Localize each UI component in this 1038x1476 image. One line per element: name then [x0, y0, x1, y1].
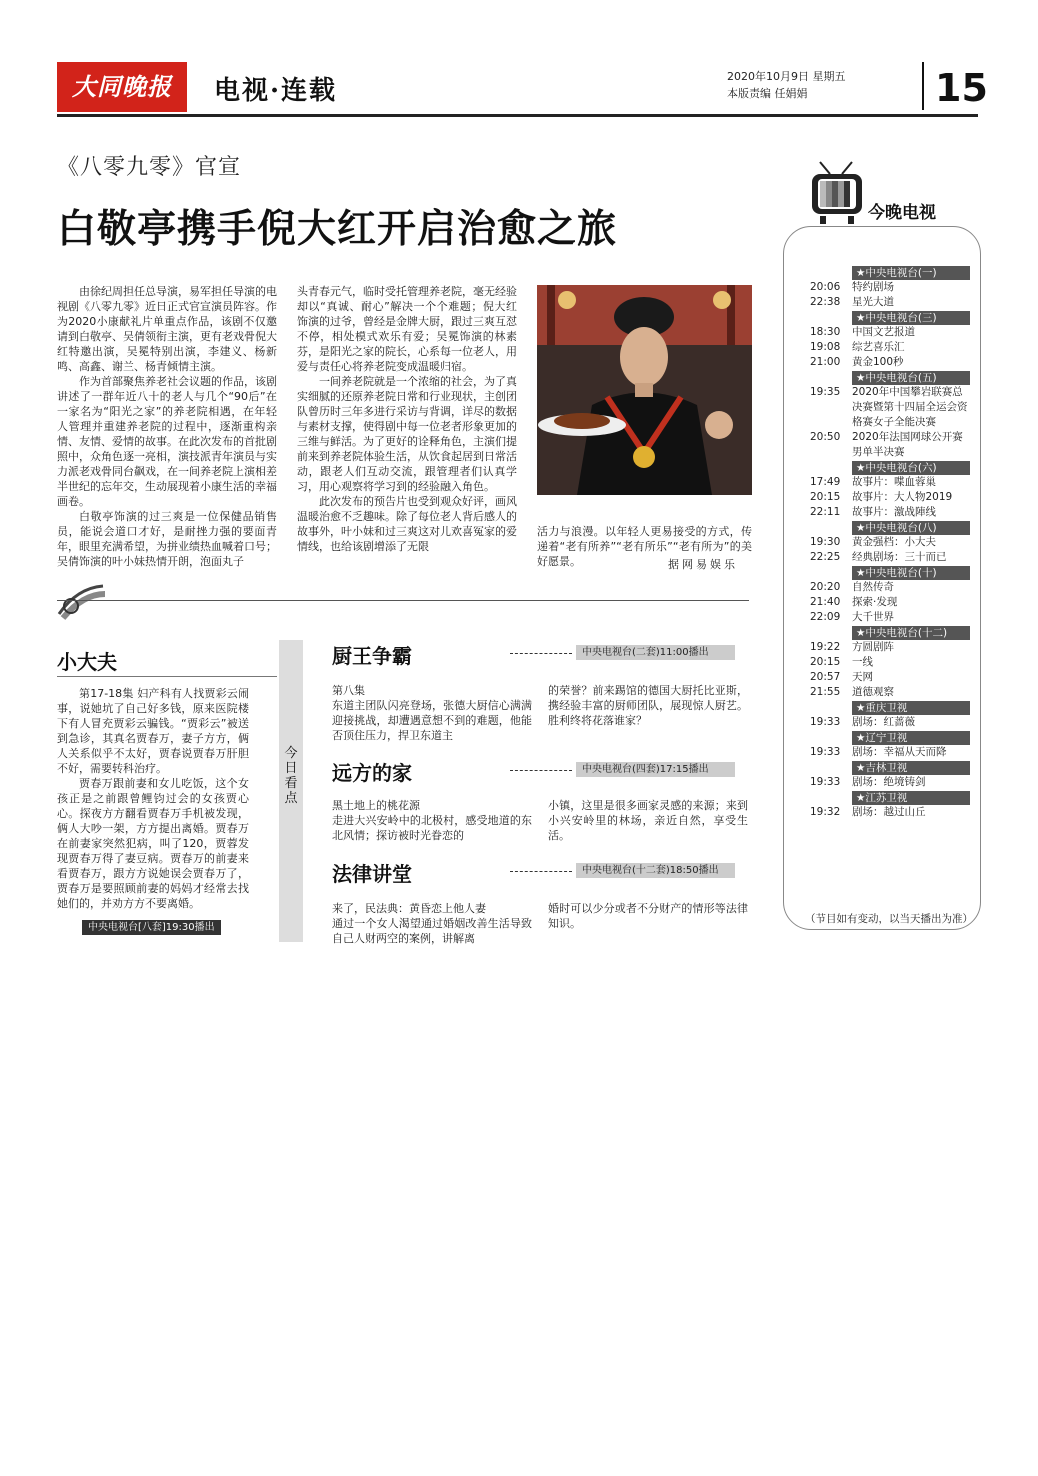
program-title-falv: 法律讲堂: [332, 862, 412, 886]
schedule-program: 剧场：越过山丘: [852, 806, 926, 818]
schedule-time: 20:06: [810, 281, 841, 293]
schedule-time: 19:33: [810, 776, 841, 788]
schedule-row: [800, 655, 970, 670]
tv-guide-title: 今晚电视: [868, 203, 936, 223]
article-headline: 白敬亭携手倪大红开启治愈之旅: [57, 206, 618, 252]
channel-header: ★吉林卫视: [852, 761, 970, 775]
article-column-1: [57, 284, 277, 569]
issue-date: 2020年10月9日 星期五: [727, 70, 846, 83]
schedule-time: 17:49: [810, 476, 841, 488]
story-paragraph: 贾春万跟前妻和女儿吃饭，这个女孩正是之前跟曾鲤钧过会的女孩贾心心。探夜方方翻看贾春万手机被发现，俩人大吵一架，方方提出离婚。贾春万在前妻家突然犯病，叫了120，贾蓉发现贾春万得了妻豆病。贾春万的前妻来看贾春万，跟方方说她误会贾春万了，贾春万是要照顾前妻的妈妈才经常去找她们的，并劝方方不要离婚。: [57, 777, 249, 910]
schedule-row: [800, 490, 970, 505]
channel-header: ★辽宁卫视: [852, 731, 970, 745]
article-paragraph: 活力与浪漫。以年轻人更易接受的方式，传递着“老有所养”“老有所乐”“老有所为”的美好愿景。: [537, 525, 752, 568]
schedule-row: [800, 670, 970, 685]
tv-guide-note: （节目如有变动，以当天播出为准）: [805, 913, 973, 925]
program-title-chuwang: 厨王争霸: [332, 644, 412, 668]
schedule-program: 大千世界: [852, 611, 894, 623]
story-body: [57, 686, 249, 911]
schedule-time: 20:50: [810, 431, 841, 443]
schedule-row: [800, 610, 970, 625]
chef-photo-illustration: [537, 285, 752, 495]
schedule-row: [800, 805, 970, 820]
newspaper-logo: 大同晚报: [57, 62, 187, 112]
story-paragraph: 第17-18集 妇产科有人找贾彩云闹事，说她坑了自己好多钱，原来医院楼下有人冒充贾彩云骗钱。“贾彩云”被送到急诊，其真名贾春万，妻子方方，俩人关系似乎不太好，贾春说贾春万肝胆不好，需要转科治疗。: [57, 687, 249, 775]
schedule-program: 黄金强档：小大夫: [852, 536, 936, 548]
header-rule: [57, 114, 978, 117]
schedule-program: 经典剧场：三十而已: [852, 551, 947, 563]
channel-header: ★中央电视台(八): [852, 521, 970, 535]
section-divider: [57, 600, 749, 601]
schedule-row: [800, 505, 970, 520]
schedule-time: 20:20: [810, 581, 841, 593]
schedule-row: [800, 745, 970, 760]
schedule-row: [800, 535, 970, 550]
schedule-program: 黄金100秒: [852, 356, 904, 368]
page-editor: 本版责编 任娟娟: [727, 87, 808, 100]
schedule-program: 探索·发现: [852, 596, 898, 608]
schedule-time: 19:35: [810, 386, 841, 398]
program-title-yuanfang: 远方的家: [332, 761, 412, 785]
schedule-program: 一线: [852, 656, 873, 668]
schedule-row: [800, 325, 970, 340]
chef-photo: [537, 285, 752, 495]
schedule-row: [800, 340, 970, 355]
schedule-row: [800, 385, 970, 430]
article-paragraph: 一间养老院就是一个浓缩的社会，为了真实细腻的还原养老院日常和行业现状，主创团队曾历时三年多进行采访与背调，详尽的数据与素材支撑，使得剧中每一位老者形象更加的三维与鲜活。为了更好的诠释角色，主演们提前来到养老院体验生活，从饮食起居到日常活动，跟老人们互动交流，跟管理者们认真学习，用心观察将学习到的经验融入角色。: [297, 375, 517, 493]
schedule-program: 故事片：喋血蓉巢: [852, 476, 936, 488]
today-label: 今日看点: [284, 746, 298, 806]
schedule-row: [800, 685, 970, 700]
channel-header: ★中央电视台(六): [852, 461, 970, 475]
schedule-program: 2020年法国网球公开赛男单半决赛: [852, 431, 963, 458]
schedule-program: 自然传奇: [852, 581, 894, 593]
program-tag: 中央电视台(十二套)18:50播出: [576, 863, 735, 878]
schedule-time: 22:25: [810, 551, 841, 563]
article-kicker: 《八零九零》官宣: [57, 155, 242, 180]
film-reel-icon: [57, 584, 107, 624]
schedule-program: 2020年中国攀岩联赛总决赛暨第十四届全运会资格赛女子全能决赛: [852, 386, 968, 428]
schedule-row: [800, 640, 970, 655]
article-byline: 据网易娱乐: [668, 558, 738, 571]
schedule-row: [800, 550, 970, 565]
schedule-row: [800, 715, 970, 730]
program-tag: 中央电视台(四套)17:15播出: [576, 762, 735, 777]
channel-header: ★江苏卫视: [852, 791, 970, 805]
header-separator: [922, 62, 924, 110]
program-desc-right: 婚时可以少分或者不分财产的情形等法律知识。: [548, 902, 748, 930]
article-column-2: [297, 284, 517, 554]
schedule-time: 20:15: [810, 656, 841, 668]
program-desc-right: 小镇，这里是很多画家灵感的来源；来到小兴安岭里的林场，亲近自然，享受生活。: [548, 799, 748, 842]
channel-header: ★中央电视台(十): [852, 566, 970, 580]
schedule-row: [800, 295, 970, 310]
tv-guide-list: [800, 265, 970, 820]
schedule-time: 21:00: [810, 356, 841, 368]
schedule-program: 特约剧场: [852, 281, 894, 293]
story-title-rule: [57, 676, 277, 677]
schedule-program: 剧场：红蔷薇: [852, 716, 915, 728]
schedule-time: 19:22: [810, 641, 841, 653]
schedule-time: 19:08: [810, 341, 841, 353]
article-paragraph: 头青春元气，临时受托管理养老院，毫无经验却以“真诚、耐心”解决一个个难题；倪大红饰演的过爷，曾经是金牌大厨，跟过三爽互怼不停，相处模式欢乐有爱；吴冕饰演的林素芬，是阳光之家的院长，心系每一位老人，用爱与责任心将养老院变成温暖归宿。: [297, 285, 517, 373]
schedule-row: [800, 355, 970, 370]
schedule-time: 19:33: [810, 716, 841, 728]
schedule-time: 22:09: [810, 611, 841, 623]
schedule-row: [800, 595, 970, 610]
article-paragraph: 作为首部聚焦养老社会议题的作品，该剧讲述了一群年近八十的老人与几个“90后”在一家名为“阳光之家”的养老院相遇，在年轻人管理并重建养老院的过程中，逐渐重构亲情、友情、爱情的故事。在此次发布的首批剧照中，众角色逐一亮相，演技派青年演员与实力派老戏骨同台飙戏，在一间养老院上演相差半世纪的忘年交，生动展现着小康生活的幸福画卷。: [57, 375, 277, 508]
schedule-program: 方圆剧阵: [852, 641, 894, 653]
schedule-program: 天网: [852, 671, 873, 683]
schedule-program: 剧场：绝境铸剑: [852, 776, 926, 788]
page-number: 15: [935, 66, 988, 110]
tv-icon: [806, 160, 868, 228]
story-broadcast-tag: 中央电视台[八套]19:30播出: [82, 920, 221, 935]
schedule-time: 22:11: [810, 506, 841, 518]
schedule-time: 22:38: [810, 296, 841, 308]
schedule-row: [800, 280, 970, 295]
program-tag: 中央电视台(二套)11:00播出: [576, 645, 735, 660]
schedule-row: [800, 430, 970, 460]
story-title: 小大夫: [57, 650, 117, 674]
schedule-program: 道德观察: [852, 686, 894, 698]
channel-header: ★重庆卫视: [852, 701, 970, 715]
channel-header: ★中央电视台(五): [852, 371, 970, 385]
schedule-program: 星光大道: [852, 296, 894, 308]
schedule-time: 18:30: [810, 326, 841, 338]
program-desc-left: 来了，民法典：黄昏恋上他人妻 通过一个女人渴望通过婚姻改善生活导致自己人财两空的案例，讲解离: [332, 902, 532, 945]
schedule-time: 20:15: [810, 491, 841, 503]
schedule-time: 21:40: [810, 596, 841, 608]
program-dash: [510, 871, 572, 872]
schedule-row: [800, 775, 970, 790]
schedule-time: 19:30: [810, 536, 841, 548]
schedule-time: 21:55: [810, 686, 841, 698]
article-paragraph: 由徐纪周担任总导演，易军担任导演的电视剧《八零九零》近日正式官宣演员阵容。作为2020小康献礼片单重点作品，该剧不仅邀请到白敬亭、吴倩领衔主演，更有老戏骨倪大红特邀出演，吴冕特别出演，李建义、杨新鸣、高鑫、谢兰、杨青倾情主演。: [57, 285, 277, 373]
schedule-program: 综艺喜乐汇: [852, 341, 905, 353]
schedule-row: [800, 475, 970, 490]
channel-header: ★中央电视台(十二): [852, 626, 970, 640]
schedule-time: 19:32: [810, 806, 841, 818]
program-desc-left: 黑土地上的桃花源 走进大兴安岭中的北极村，感受地道的东北风情；探访被时光眷恋的: [332, 799, 532, 842]
channel-header: ★中央电视台(三): [852, 311, 970, 325]
article-paragraph: 白敬亭饰演的过三爽是一位保健品销售员，能说会道口才好，是耐挫力强的要面青年，眼里充满希望，为拼业绩热血喊着口号；吴倩饰演的叶小妹热情开朗，泡面丸子: [57, 510, 277, 568]
schedule-time: 20:57: [810, 671, 841, 683]
schedule-program: 剧场：幸福从天而降: [852, 746, 947, 758]
channel-header: ★中央电视台(一): [852, 266, 970, 280]
schedule-row: [800, 580, 970, 595]
issue-info: [727, 68, 846, 102]
program-desc-left: 第八集 东道主团队闪亮登场，张德大厨信心满满迎接挑战，却遭遇意想不到的难题，他能否顶住压力，捍卫东道主: [332, 684, 532, 742]
schedule-program: 中国文艺报道: [852, 326, 915, 338]
schedule-program: 故事片：大人物2019: [852, 491, 953, 503]
program-dash: [510, 770, 572, 771]
schedule-time: 19:33: [810, 746, 841, 758]
article-paragraph: 此次发布的预告片也受到观众好评，画风温暖治愈不乏趣味。除了每位老人背后感人的故事外，叶小妹和过三爽这对儿欢喜冤家的爱情线，也给该剧增添了无限: [297, 495, 517, 553]
schedule-program: 故事片：激战陣线: [852, 506, 936, 518]
program-dash: [510, 653, 572, 654]
section-title: 电视·连载: [214, 76, 338, 106]
program-desc-right: 的荣誉？前来踢馆的德国大厨托比亚斯，携经验丰富的厨师团队，展现惊人厨艺。胜利终将花落谁家？: [548, 684, 748, 727]
